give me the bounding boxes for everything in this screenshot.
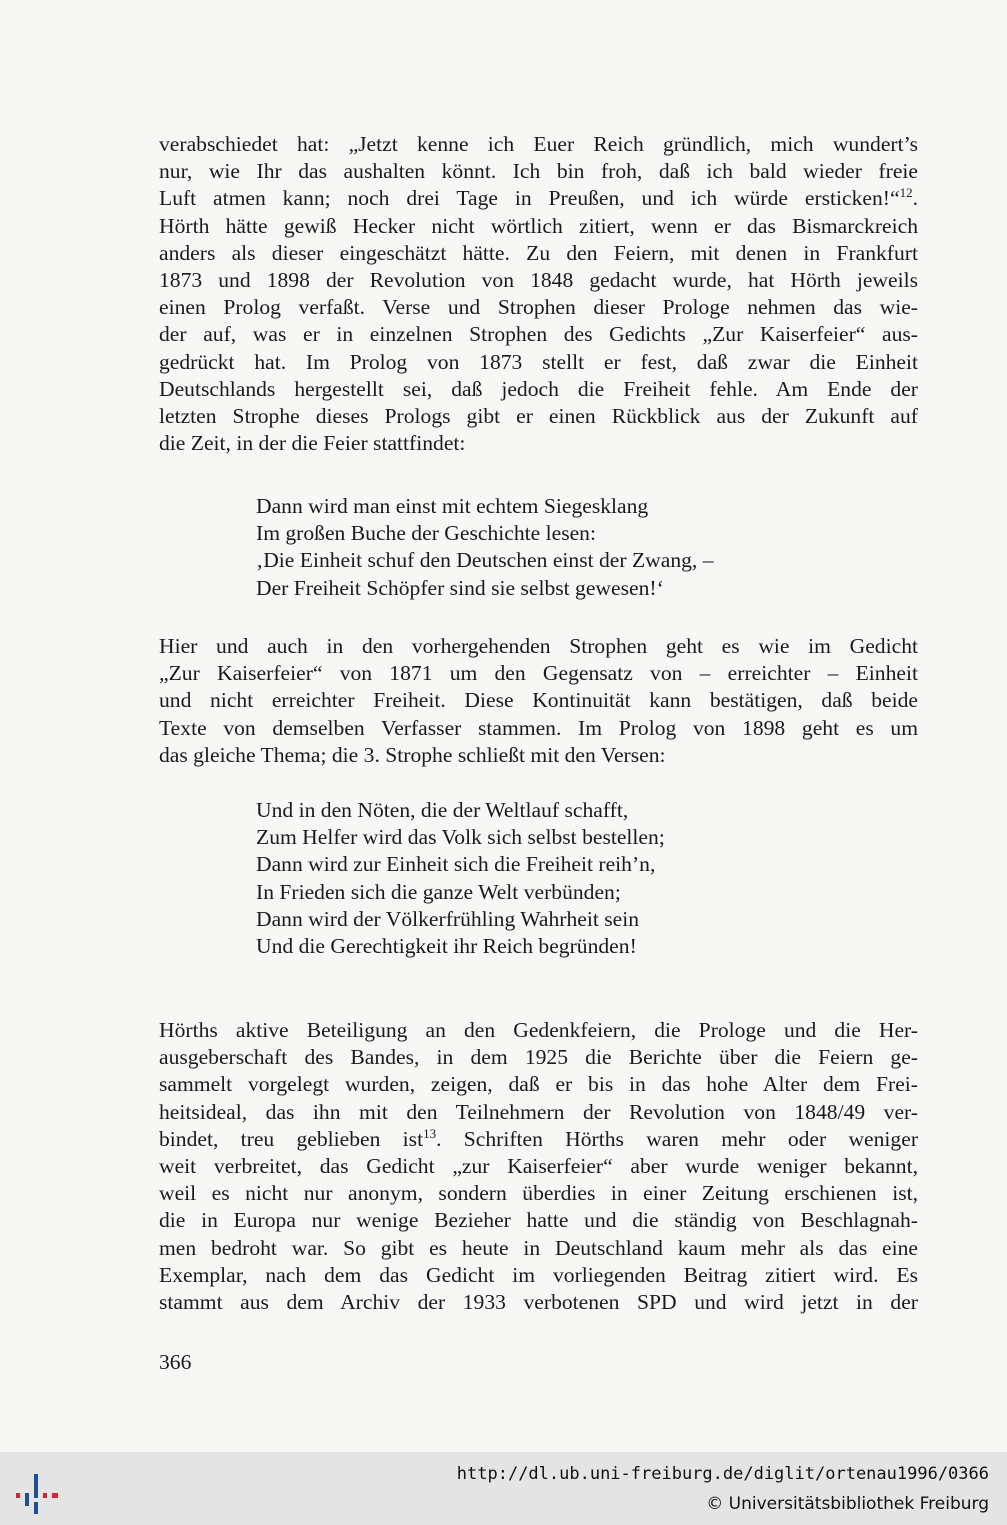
verse-line: ‚Die Einheit schuf den Deutschen einst der Zwang, – [256, 548, 714, 573]
text-line: heitsideal, das ihn mit den Teilnehmern der Revolution von 1848/49 ver- [159, 1099, 918, 1124]
text-line: weil es nicht nur anonym, sondern überdies in einer Zeitung erschienen ist, [159, 1181, 918, 1206]
text-line: der auf, was er in einzelnen Strophen des Gedichts „Zur Kaiserfeier“ aus- [159, 322, 918, 347]
text-line: Texte von demselben Verfasser stammen. Im Prolog von 1898 geht es um [159, 715, 918, 740]
text-line: sammelt vorgelegt wurden, zeigen, daß er bis in das hohe Alter dem Frei- [159, 1072, 918, 1097]
text-line: und nicht erreichter Freiheit. Diese Kontinuität kann bestätigen, daß beide [159, 688, 918, 713]
source-url-link[interactable]: http://dl.ub.uni-freiburg.de/diglit/ortenau1996/0366 [456, 1464, 989, 1484]
footnote-marker-12: 12 [899, 185, 913, 201]
paragraph-3 [159, 1017, 918, 1316]
text-line: anders als dieser eingeschätzt hätte. Zu den Feiern, mit denen in Frankfurt [159, 240, 918, 265]
text-line: 1873 und 1898 der Revolution von 1848 gedacht wurde, hat Hörth jeweils [159, 268, 918, 293]
text-line: letzten Strophe dieses Prologs gibt er einen Rückblick aus der Zukunft auf [159, 404, 918, 429]
text-line: gedrückt hat. Im Prolog von 1873 stellt er fest, daß zwar die Einheit [159, 349, 918, 374]
paragraph-1 [159, 131, 918, 457]
text-line: Hörths aktive Beteiligung an den Gedenkfeiern, die Prologe und die Her- [159, 1018, 918, 1042]
text-line-with-footnote [159, 1126, 918, 1153]
text-line: Exemplar, nach dem das Gedicht im vorliegenden Beitrag zitiert wird. Es [159, 1262, 918, 1287]
page-number: 366 [159, 1350, 192, 1374]
text-line: men bedroht war. So gibt es heute in Deutschland kaum mehr als das eine [159, 1235, 918, 1260]
text-segment: . Schriften Hörths waren mehr oder weniger [436, 1126, 919, 1151]
text-line: ausgeberschaft des Bandes, in dem 1925 die Berichte über die Feiern ge- [159, 1045, 918, 1070]
copyright-notice: © Universitätsbibliothek Freiburg [706, 1494, 989, 1514]
text-line: Deutschlands hergestellt sei, daß jedoch die Freiheit fehle. Am Ende der [159, 376, 918, 401]
text-line: stammt aus dem Archiv der 1933 verbotenen SPD und wird jetzt in der [159, 1290, 918, 1315]
text-line: verabschiedet hat: „Jetzt kenne ich Euer Reich gründlich, mich wundert’s [159, 132, 918, 156]
verse-line: Und die Gerechtigkeit ihr Reich begründen! [256, 934, 637, 959]
text-line: weit verbreitet, das Gedicht „zur Kaiserfeier“ aber wurde weniger bekannt, [159, 1154, 918, 1179]
text-line: Hörth hätte gewiß Hecker nicht wörtlich zitiert, wenn er das Bismarckreich [159, 213, 918, 238]
text-line: Hier und auch in den vorhergehenden Strophen geht es wie im Gedicht [159, 634, 918, 658]
text-line: einen Prolog verfaßt. Verse und Strophen dieser Prologe nehmen das wie- [159, 295, 918, 320]
verse-line: Im großen Buche der Geschichte lesen: [256, 521, 596, 546]
verse-quote-1 [256, 493, 714, 602]
footer-bar [0, 1452, 1007, 1525]
text-line: nur, wie Ihr das aushalten könnt. Ich bin froh, daß ich bald wieder freie [159, 159, 918, 184]
verse-quote-2 [256, 797, 665, 960]
paragraph-2 [159, 633, 918, 769]
text-line-with-footnote [159, 185, 918, 212]
ub-freiburg-logo-icon[interactable] [12, 1464, 64, 1516]
verse-line: Dann wird der Völkerfrühling Wahrheit sein [256, 906, 640, 931]
text-segment: . [912, 186, 918, 211]
footnote-marker-13: 13 [423, 1125, 437, 1141]
text-line: „Zur Kaiserfeier“ von 1871 um den Gegensatz von – erreichter – Einheit [159, 661, 918, 686]
text-segment: bindet, treu geblieben ist [159, 1126, 424, 1151]
text-line: die in Europa nur wenige Bezieher hatte und die ständig von Beschlagnah- [159, 1208, 918, 1233]
verse-line: Dann wird man einst mit echtem Siegesklang [256, 494, 649, 518]
text-line: das gleiche Thema; die 3. Strophe schließt mit den Versen: [159, 742, 666, 767]
verse-line: Zum Helfer wird das Volk sich selbst bestellen; [256, 825, 665, 850]
text-line: die Zeit, in der die Feier stattfindet: [159, 431, 466, 456]
verse-line: Und in den Nöten, die der Weltlauf schafft, [256, 798, 629, 822]
verse-line: In Frieden sich die ganze Welt verbünden; [256, 879, 621, 904]
text-segment: Luft atmen kann; noch drei Tage in Preußen, und ich würde ersticken!“ [159, 186, 900, 211]
verse-line: Der Freiheit Schöpfer sind sie selbst gewesen!‘ [256, 575, 664, 600]
verse-line: Dann wird zur Einheit sich die Freiheit reih’n, [256, 852, 656, 877]
